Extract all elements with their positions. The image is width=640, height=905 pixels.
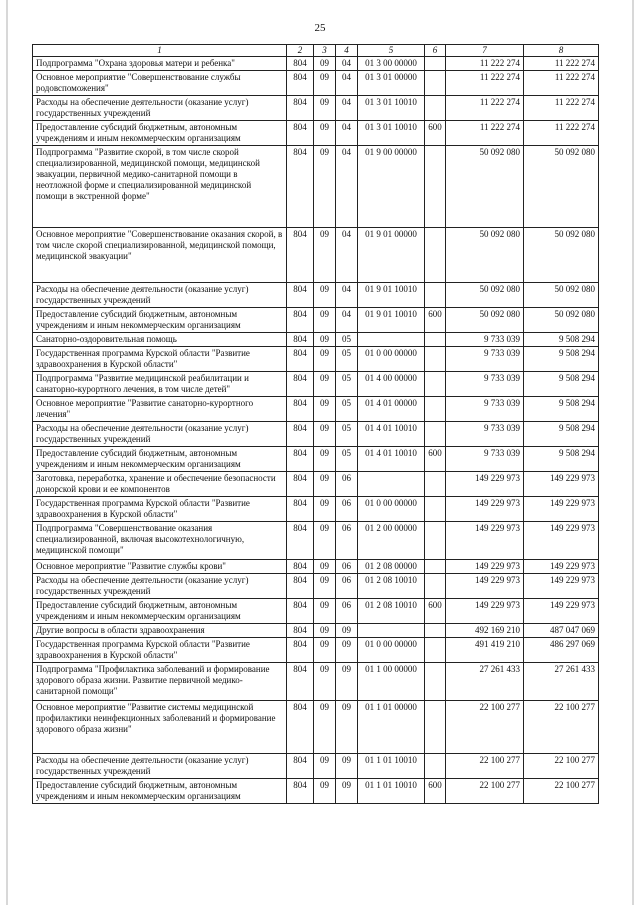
row-amount-year1: 50 092 080 — [446, 146, 524, 228]
row-ved: 804 — [287, 779, 314, 804]
row-amount-year2: 22 100 277 — [524, 701, 599, 754]
row-section: 09 — [314, 96, 336, 121]
row-subsection: 09 — [336, 663, 358, 701]
row-amount-year1: 27 261 433 — [446, 663, 524, 701]
table-row — [33, 422, 599, 447]
row-subsection: 06 — [336, 560, 358, 574]
row-name: Государственная программа Курской области "Развитие здравоохранения в Курской области" — [33, 638, 287, 663]
row-ved: 804 — [287, 522, 314, 560]
row-amount-year2: 22 100 277 — [524, 779, 599, 804]
table-row — [33, 701, 599, 754]
row-target-article: 01 1 01 10010 — [358, 779, 425, 804]
row-target-article: 01 3 00 00000 — [358, 57, 425, 71]
row-subsection: 04 — [336, 71, 358, 96]
row-section: 09 — [314, 447, 336, 472]
row-name: Предоставление субсидий бюджетным, автономным учреждениям и иным некоммерческим организациям — [33, 447, 287, 472]
row-amount-year2: 50 092 080 — [524, 308, 599, 333]
row-ved: 804 — [287, 624, 314, 638]
row-subsection: 09 — [336, 779, 358, 804]
row-expense-type — [425, 574, 446, 599]
table-row — [33, 522, 599, 560]
row-expense-type: 600 — [425, 121, 446, 146]
table-row — [33, 121, 599, 146]
row-ved: 804 — [287, 701, 314, 754]
row-subsection: 09 — [336, 701, 358, 754]
row-ved: 804 — [287, 422, 314, 447]
row-subsection: 09 — [336, 638, 358, 663]
column-header: 5 — [358, 45, 425, 57]
row-target-article: 01 0 00 00000 — [358, 347, 425, 372]
row-subsection: 06 — [336, 497, 358, 522]
table-row — [33, 333, 599, 347]
row-amount-year2: 149 229 973 — [524, 472, 599, 497]
row-amount-year1: 149 229 973 — [446, 497, 524, 522]
row-amount-year2: 50 092 080 — [524, 146, 599, 228]
row-ved: 804 — [287, 754, 314, 779]
table-row — [33, 560, 599, 574]
row-ved: 804 — [287, 497, 314, 522]
row-name: Заготовка, переработка, хранение и обеспечение безопасности донорской крови и ее компонентов — [33, 472, 287, 497]
row-section: 09 — [314, 57, 336, 71]
row-ved: 804 — [287, 397, 314, 422]
row-amount-year2: 11 222 274 — [524, 121, 599, 146]
row-amount-year2: 50 092 080 — [524, 228, 599, 283]
row-subsection: 05 — [336, 347, 358, 372]
row-name: Предоставление субсидий бюджетным, автономным учреждениям и иным некоммерческим организациям — [33, 121, 287, 146]
row-expense-type — [425, 638, 446, 663]
row-amount-year1: 50 092 080 — [446, 283, 524, 308]
row-name: Государственная программа Курской области "Развитие здравоохранения в Курской области" — [33, 347, 287, 372]
table-row — [33, 308, 599, 333]
column-header: 4 — [336, 45, 358, 57]
table-row — [33, 71, 599, 96]
row-target-article — [358, 624, 425, 638]
row-amount-year2: 149 229 973 — [524, 522, 599, 560]
table-row — [33, 228, 599, 283]
row-amount-year2: 149 229 973 — [524, 574, 599, 599]
table-body — [33, 57, 599, 804]
row-ved: 804 — [287, 638, 314, 663]
row-subsection: 05 — [336, 447, 358, 472]
table-row — [33, 599, 599, 624]
row-subsection: 06 — [336, 522, 358, 560]
row-ved: 804 — [287, 96, 314, 121]
row-name: Подпрограмма "Развитие скорой, в том числе скорой специализированной, медицинской помощи, медицинской эвакуации, первичной медико-санитарной помощи в неотложной форме и специализированной медицинской помощи в экстренной форме" — [33, 146, 287, 228]
row-expense-type: 600 — [425, 779, 446, 804]
column-header: 2 — [287, 45, 314, 57]
row-expense-type — [425, 522, 446, 560]
row-expense-type — [425, 624, 446, 638]
column-header: 1 — [33, 45, 287, 57]
row-amount-year1: 22 100 277 — [446, 754, 524, 779]
row-name: Основное мероприятие "Развитие санаторно-курортного лечения" — [33, 397, 287, 422]
row-amount-year1: 149 229 973 — [446, 560, 524, 574]
column-header: 8 — [524, 45, 599, 57]
table-row — [33, 663, 599, 701]
row-name: Расходы на обеспечение деятельности (оказание услуг) государственных учреждений — [33, 422, 287, 447]
row-target-article: 01 4 01 00000 — [358, 397, 425, 422]
table-row — [33, 638, 599, 663]
row-expense-type: 600 — [425, 599, 446, 624]
row-name: Расходы на обеспечение деятельности (оказание услуг) государственных учреждений — [33, 96, 287, 121]
row-section: 09 — [314, 497, 336, 522]
column-header: 3 — [314, 45, 336, 57]
row-amount-year1: 9 733 039 — [446, 372, 524, 397]
row-ved: 804 — [287, 599, 314, 624]
table-row — [33, 574, 599, 599]
row-amount-year2: 149 229 973 — [524, 599, 599, 624]
row-section: 09 — [314, 574, 336, 599]
row-ved: 804 — [287, 560, 314, 574]
row-section: 09 — [314, 372, 336, 397]
row-target-article: 01 2 00 00000 — [358, 522, 425, 560]
row-section: 09 — [314, 472, 336, 497]
row-amount-year1: 9 733 039 — [446, 422, 524, 447]
row-target-article: 01 1 00 00000 — [358, 663, 425, 701]
row-name: Санаторно-оздоровительная помощь — [33, 333, 287, 347]
row-amount-year2: 9 508 294 — [524, 347, 599, 372]
row-target-article: 01 9 01 10010 — [358, 308, 425, 333]
row-subsection: 05 — [336, 397, 358, 422]
row-expense-type: 600 — [425, 308, 446, 333]
row-ved: 804 — [287, 71, 314, 96]
row-amount-year1: 22 100 277 — [446, 779, 524, 804]
row-subsection: 04 — [336, 308, 358, 333]
row-subsection: 04 — [336, 57, 358, 71]
budget-table — [32, 44, 599, 804]
row-target-article: 01 9 01 00000 — [358, 228, 425, 283]
row-expense-type — [425, 57, 446, 71]
row-name: Государственная программа Курской области "Развитие здравоохранения в Курской области" — [33, 497, 287, 522]
table-row — [33, 447, 599, 472]
row-expense-type — [425, 372, 446, 397]
row-target-article — [358, 333, 425, 347]
row-subsection: 04 — [336, 96, 358, 121]
row-subsection: 09 — [336, 754, 358, 779]
column-header: 6 — [425, 45, 446, 57]
row-ved: 804 — [287, 308, 314, 333]
row-section: 09 — [314, 347, 336, 372]
row-subsection: 05 — [336, 333, 358, 347]
row-amount-year1: 50 092 080 — [446, 308, 524, 333]
row-subsection: 04 — [336, 121, 358, 146]
table-row — [33, 397, 599, 422]
row-amount-year1: 492 169 210 — [446, 624, 524, 638]
row-target-article: 01 3 01 10010 — [358, 121, 425, 146]
row-ved: 804 — [287, 347, 314, 372]
row-expense-type: 600 — [425, 447, 446, 472]
row-amount-year1: 22 100 277 — [446, 701, 524, 754]
scan-edge-right — [632, 0, 634, 905]
column-number-header — [33, 45, 599, 57]
row-subsection: 05 — [336, 372, 358, 397]
row-subsection: 09 — [336, 624, 358, 638]
row-amount-year2: 149 229 973 — [524, 560, 599, 574]
scan-edge-left — [6, 0, 8, 905]
row-ved: 804 — [287, 472, 314, 497]
row-name: Расходы на обеспечение деятельности (оказание услуг) государственных учреждений — [33, 283, 287, 308]
row-amount-year1: 149 229 973 — [446, 522, 524, 560]
row-target-article: 01 1 01 00000 — [358, 701, 425, 754]
row-subsection: 04 — [336, 228, 358, 283]
row-name: Предоставление субсидий бюджетным, автономным учреждениям и иным некоммерческим организациям — [33, 308, 287, 333]
row-target-article: 01 3 01 10010 — [358, 96, 425, 121]
row-expense-type — [425, 146, 446, 228]
row-ved: 804 — [287, 663, 314, 701]
row-subsection: 04 — [336, 146, 358, 228]
row-target-article: 01 3 01 00000 — [358, 71, 425, 96]
row-name: Основное мероприятие "Развитие службы крови" — [33, 560, 287, 574]
table-row — [33, 497, 599, 522]
row-amount-year2: 50 092 080 — [524, 283, 599, 308]
row-name: Подпрограмма "Совершенствование оказания специализированной, включая высокотехнологичную, медицинской помощи" — [33, 522, 287, 560]
row-expense-type — [425, 472, 446, 497]
table-row — [33, 779, 599, 804]
row-ved: 804 — [287, 447, 314, 472]
row-amount-year1: 11 222 274 — [446, 121, 524, 146]
row-target-article — [358, 472, 425, 497]
row-expense-type — [425, 701, 446, 754]
row-target-article: 01 9 01 10010 — [358, 283, 425, 308]
row-section: 09 — [314, 522, 336, 560]
row-expense-type — [425, 754, 446, 779]
row-section: 09 — [314, 308, 336, 333]
row-section: 09 — [314, 779, 336, 804]
row-section: 09 — [314, 599, 336, 624]
row-amount-year2: 11 222 274 — [524, 96, 599, 121]
table-row — [33, 624, 599, 638]
row-section: 09 — [314, 624, 336, 638]
row-name: Основное мероприятие "Развитие системы медицинской профилактики неинфекционных заболеваний и формирование здорового образа жизни" — [33, 701, 287, 754]
row-section: 09 — [314, 422, 336, 447]
row-name: Подпрограмма "Профилактика заболеваний и формирование здорового образа жизни. Развитие первичной медико-санитарной помощи" — [33, 663, 287, 701]
row-amount-year1: 9 733 039 — [446, 347, 524, 372]
row-amount-year1: 491 419 210 — [446, 638, 524, 663]
row-name: Основное мероприятие "Совершенствование оказания скорой, в том числе скорой специализированной, медицинской помощи, медицинской эвакуации" — [33, 228, 287, 283]
row-ved: 804 — [287, 57, 314, 71]
table-row — [33, 347, 599, 372]
row-section: 09 — [314, 71, 336, 96]
row-amount-year2: 9 508 294 — [524, 447, 599, 472]
row-amount-year2: 11 222 274 — [524, 71, 599, 96]
row-ved: 804 — [287, 146, 314, 228]
row-amount-year2: 486 297 069 — [524, 638, 599, 663]
page-number: 25 — [314, 22, 326, 34]
row-ved: 804 — [287, 121, 314, 146]
row-amount-year2: 9 508 294 — [524, 372, 599, 397]
row-expense-type — [425, 228, 446, 283]
row-amount-year2: 9 508 294 — [524, 422, 599, 447]
row-name: Расходы на обеспечение деятельности (оказание услуг) государственных учреждений — [33, 574, 287, 599]
row-target-article: 01 2 08 10010 — [358, 599, 425, 624]
row-amount-year1: 149 229 973 — [446, 472, 524, 497]
row-subsection: 05 — [336, 422, 358, 447]
row-amount-year1: 149 229 973 — [446, 599, 524, 624]
row-amount-year2: 9 508 294 — [524, 333, 599, 347]
row-target-article: 01 2 08 00000 — [358, 560, 425, 574]
table-row — [33, 472, 599, 497]
row-section: 09 — [314, 754, 336, 779]
row-target-article: 01 2 08 10010 — [358, 574, 425, 599]
row-target-article: 01 4 01 10010 — [358, 447, 425, 472]
table-row — [33, 372, 599, 397]
row-section: 09 — [314, 560, 336, 574]
row-name: Подпрограмма "Охрана здоровья матери и ребенка" — [33, 57, 287, 71]
row-expense-type — [425, 397, 446, 422]
row-expense-type — [425, 422, 446, 447]
row-target-article: 01 4 00 00000 — [358, 372, 425, 397]
row-expense-type — [425, 347, 446, 372]
row-section: 09 — [314, 333, 336, 347]
row-name: Основное мероприятие "Совершенствование службы родовспоможения" — [33, 71, 287, 96]
row-target-article: 01 0 00 00000 — [358, 638, 425, 663]
row-ved: 804 — [287, 283, 314, 308]
row-section: 09 — [314, 638, 336, 663]
row-expense-type — [425, 663, 446, 701]
row-section: 09 — [314, 397, 336, 422]
row-subsection: 06 — [336, 472, 358, 497]
row-ved: 804 — [287, 333, 314, 347]
row-subsection: 06 — [336, 599, 358, 624]
table-row — [33, 283, 599, 308]
row-amount-year2: 11 222 274 — [524, 57, 599, 71]
row-ved: 804 — [287, 228, 314, 283]
row-amount-year1: 9 733 039 — [446, 447, 524, 472]
row-expense-type — [425, 283, 446, 308]
row-amount-year1: 11 222 274 — [446, 71, 524, 96]
row-target-article: 01 0 00 00000 — [358, 497, 425, 522]
row-subsection: 04 — [336, 283, 358, 308]
row-amount-year1: 50 092 080 — [446, 228, 524, 283]
row-amount-year1: 149 229 973 — [446, 574, 524, 599]
row-name: Подпрограмма "Развитие медицинской реабилитации и санаторно-курортного лечения, в том числе детей" — [33, 372, 287, 397]
row-target-article: 01 9 00 00000 — [358, 146, 425, 228]
row-name: Предоставление субсидий бюджетным, автономным учреждениям и иным некоммерческим организациям — [33, 779, 287, 804]
row-section: 09 — [314, 283, 336, 308]
row-amount-year1: 11 222 274 — [446, 96, 524, 121]
row-section: 09 — [314, 121, 336, 146]
row-amount-year1: 11 222 274 — [446, 57, 524, 71]
row-name: Предоставление субсидий бюджетным, автономным учреждениям и иным некоммерческим организациям — [33, 599, 287, 624]
row-expense-type — [425, 71, 446, 96]
row-subsection: 06 — [336, 574, 358, 599]
table-row — [33, 96, 599, 121]
row-section: 09 — [314, 663, 336, 701]
row-section: 09 — [314, 228, 336, 283]
row-amount-year1: 9 733 039 — [446, 397, 524, 422]
row-expense-type — [425, 497, 446, 522]
row-amount-year2: 22 100 277 — [524, 754, 599, 779]
row-section: 09 — [314, 146, 336, 228]
row-section: 09 — [314, 701, 336, 754]
row-amount-year2: 27 261 433 — [524, 663, 599, 701]
column-header: 7 — [446, 45, 524, 57]
table-row — [33, 57, 599, 71]
row-target-article: 01 4 01 10010 — [358, 422, 425, 447]
row-amount-year2: 9 508 294 — [524, 397, 599, 422]
row-amount-year1: 9 733 039 — [446, 333, 524, 347]
row-ved: 804 — [287, 574, 314, 599]
row-amount-year2: 149 229 973 — [524, 497, 599, 522]
table-row — [33, 146, 599, 228]
row-expense-type — [425, 96, 446, 121]
row-name: Расходы на обеспечение деятельности (оказание услуг) государственных учреждений — [33, 754, 287, 779]
table-row — [33, 754, 599, 779]
row-expense-type — [425, 560, 446, 574]
row-name: Другие вопросы в области здравоохранения — [33, 624, 287, 638]
row-amount-year2: 487 047 069 — [524, 624, 599, 638]
row-expense-type — [425, 333, 446, 347]
row-target-article: 01 1 01 10010 — [358, 754, 425, 779]
row-ved: 804 — [287, 372, 314, 397]
